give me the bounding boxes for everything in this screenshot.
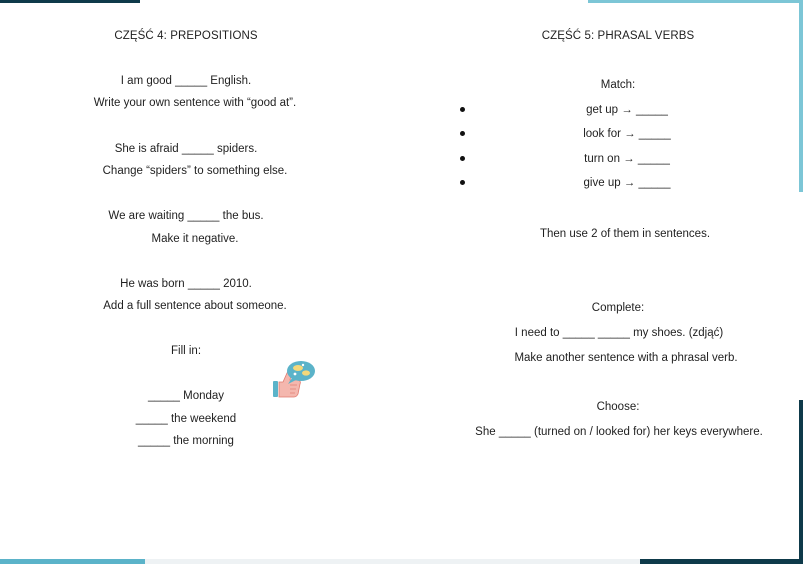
question-1-task: Write your own sentence with “good at”. xyxy=(93,97,297,109)
question-4-task: Add a full sentence about someone. xyxy=(103,300,287,312)
question-2-task: Change “spiders” to something else. xyxy=(102,165,288,177)
choose-question: She _____ (turned on / looked for) her keys everywhere. xyxy=(475,426,763,438)
frame-accent-bottom-middle xyxy=(145,559,640,564)
bullet-icon xyxy=(460,180,465,185)
match-item: look for → _____ xyxy=(583,128,671,140)
match-item: give up → _____ xyxy=(583,177,671,189)
match-item: turn on → _____ xyxy=(584,153,670,165)
frame-accent-right-bottom xyxy=(799,400,803,564)
question-1: I am good _____ English. xyxy=(120,75,252,87)
complete-task: Make another sentence with a phrasal verb. xyxy=(514,352,738,364)
frame-accent-bottom-left xyxy=(0,559,145,564)
match-label: Match: xyxy=(600,79,636,91)
complete-label: Complete: xyxy=(591,302,645,314)
thumbs-up-sticker-icon xyxy=(270,359,318,401)
match-item: get up → _____ xyxy=(586,104,668,116)
bullet-icon xyxy=(460,107,465,112)
frame-accent-bottom-right xyxy=(640,559,803,564)
worksheet-page xyxy=(0,3,799,559)
choose-label: Choose: xyxy=(596,401,640,413)
bullet-icon xyxy=(460,156,465,161)
question-3: We are waiting _____ the bus. xyxy=(108,210,264,222)
complete-question: I need to _____ _____ my shoes. (zdjąć) xyxy=(514,327,724,339)
frame-accent-right-top xyxy=(799,0,803,192)
question-4: He was born _____ 2010. xyxy=(120,278,252,290)
section-5-title: CZĘŚĆ 5: PHRASAL VERBS xyxy=(541,30,695,42)
match-task: Then use 2 of them in sentences. xyxy=(539,228,711,240)
question-2: She is afraid _____ spiders. xyxy=(114,143,258,155)
fill-in-item: _____ the morning xyxy=(138,435,234,447)
section-4-title: CZĘŚĆ 4: PREPOSITIONS xyxy=(114,30,258,42)
bullet-icon xyxy=(460,131,465,136)
fill-in-item: _____ Monday xyxy=(147,390,225,402)
question-3-task: Make it negative. xyxy=(151,233,239,245)
fill-in-label: Fill in: xyxy=(170,345,202,357)
fill-in-item: _____ the weekend xyxy=(135,413,237,425)
